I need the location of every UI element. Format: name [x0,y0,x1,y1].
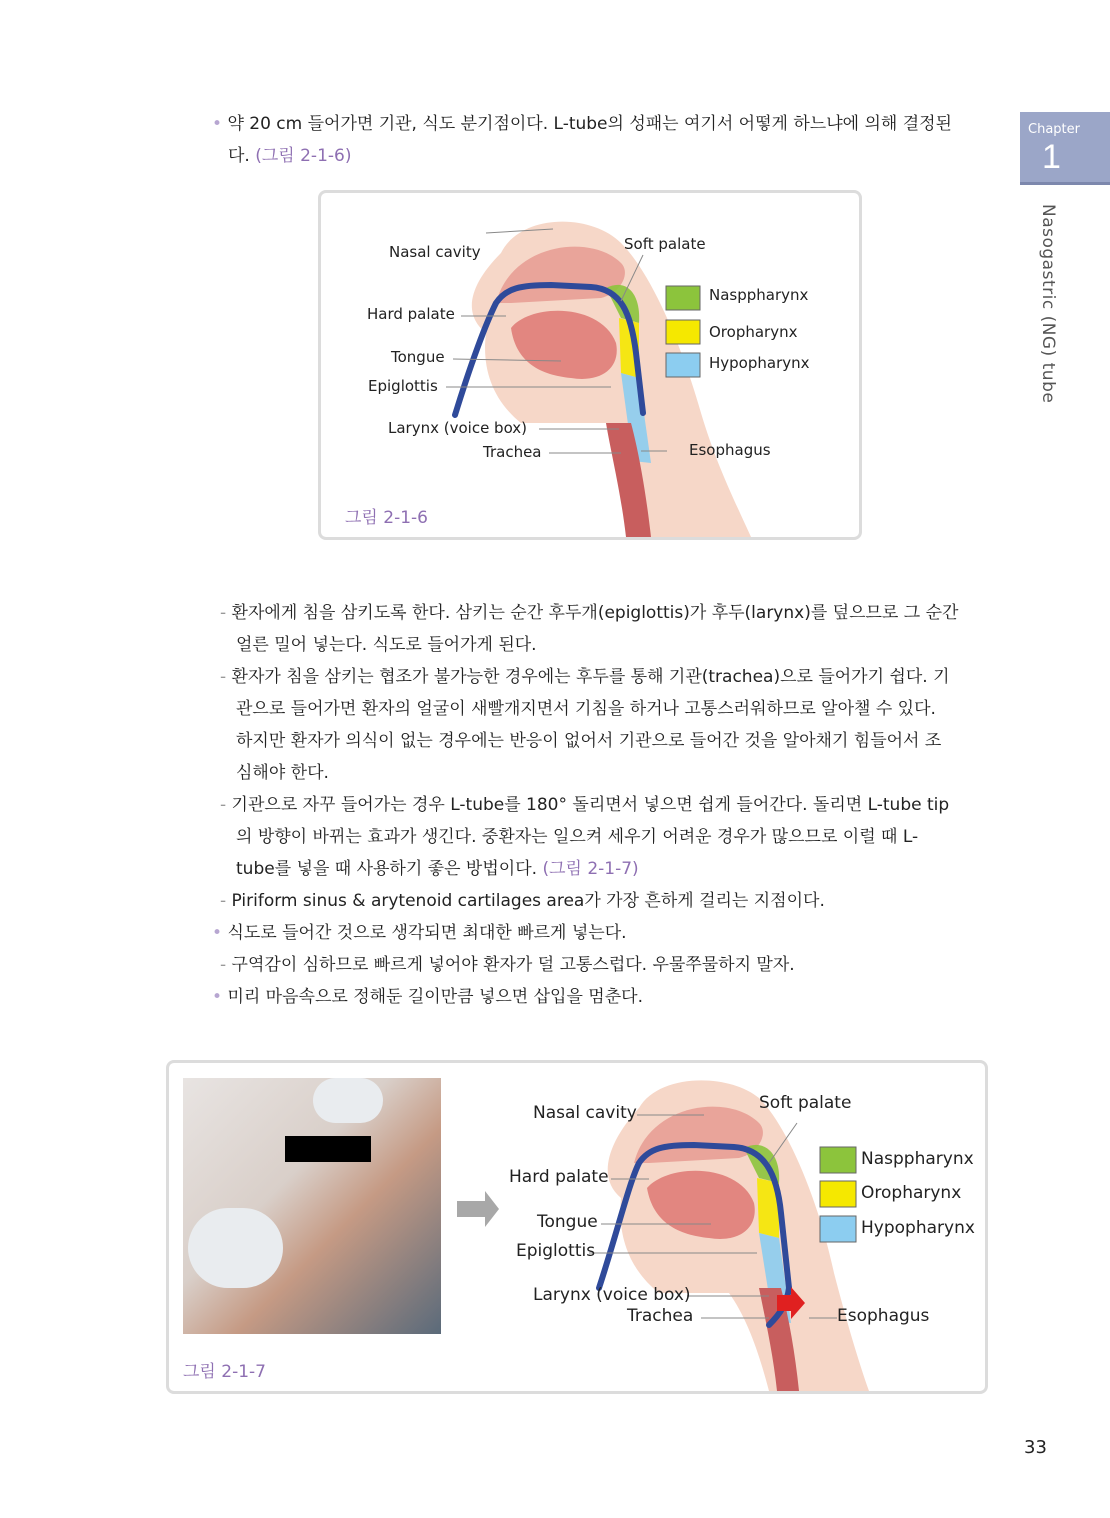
bullet-mark: • [212,114,223,134]
list-line: 심해야 한다. [236,763,329,783]
list-line: 관으로 들어가면 환자의 얼굴이 새빨개지면서 기침을 하거나 고통스러워하므로 알아챌 수 있다. [236,699,936,719]
page-number: 33 [1024,1437,1047,1458]
list-item [220,597,990,629]
list-line: 식도로 들어간 것으로 생각되면 최대한 빠르게 넣는다. [227,923,627,943]
list-line: 환자가 침을 삼키는 협조가 불가능한 경우에는 후두를 통해 기관(trachea)으로 들어가기 쉽다. 기 [231,667,950,687]
label-tongue: Tongue [391,348,445,366]
label-tongue: Tongue [537,1212,598,1232]
legend-label-hypopharynx: Hypopharynx [709,354,810,372]
figure-reference: (그림 2-1-7) [542,859,639,879]
list-mark: - [220,667,227,687]
legend-label-nasopharynx: Nasppharynx [861,1149,974,1169]
legend-swatch-oropharynx [820,1181,856,1207]
label-hard-palate: Hard palate [367,305,455,323]
list-line: 기관으로 자꾸 들어가는 경우 L-tube를 180° 돌리면서 넣으면 쉽게 들어간다. 돌리면 L-tube tip [231,795,950,815]
intro-line-2: 다. [228,146,250,166]
list-line: tube를 넣을 때 사용하기 좋은 방법이다. [236,859,538,879]
chapter-tab [1020,112,1110,182]
legend-label-nasopharynx: Nasppharynx [709,286,809,304]
list-line-cont [220,693,990,725]
label-nasal-cavity: Nasal cavity [533,1103,637,1123]
list-mark: - [220,955,227,975]
figure-2-1-7 [166,1060,988,1394]
label-esophagus: Esophagus [837,1306,930,1326]
label-epiglottis: Epiglottis [368,377,438,395]
list-item [220,789,990,821]
intro-paragraph [212,108,952,172]
side-title: Nasogastric (NG) tube [1038,204,1058,404]
legend-swatch-nasopharynx [666,286,700,310]
list-item [212,917,990,949]
list-line: 하지만 환자가 의식이 없는 경우에는 반응이 없어서 기관으로 들어간 것을 알아채기 힘들어서 조 [236,731,942,751]
label-esophagus: Esophagus [689,441,771,459]
label-nasal-cavity: Nasal cavity [389,243,481,261]
list-mark: - [220,603,227,623]
legend-label-hypopharynx: Hypopharynx [861,1218,975,1238]
figure-caption: 그림 2-1-7 [183,1362,266,1382]
list-line: 얼른 밀어 넣는다. 식도로 들어가게 된다. [236,635,537,655]
list-line: 구역감이 심하므로 빠르게 넣어야 환자가 덜 고통스럽다. 우물쭈물하지 말자. [231,955,795,975]
legend-label-oropharynx: Oropharynx [861,1183,962,1203]
list-item [212,981,990,1013]
body-list [212,597,990,1013]
label-hard-palate: Hard palate [509,1167,609,1187]
label-epiglottis: Epiglottis [516,1241,596,1261]
figure-2-1-6 [318,190,862,540]
list-item [220,949,990,981]
intro-line-1: 약 20 cm 들어가면 기관, 식도 분기점이다. L-tube의 성패는 여기서 어떻게 하느냐에 의해 결정된 [227,114,952,134]
list-line: 환자에게 침을 삼키도록 한다. 삼키는 순간 후두개(epiglottis)가 후두(larynx)를 덮으므로 그 순간 [231,603,959,623]
legend-swatch-hypopharynx [666,353,700,377]
list-line: 미리 마음속으로 정해둔 길이만큼 넣으면 삽입을 멈춘다. [227,987,643,1007]
arrow-right-icon [457,1191,499,1227]
list-mark: • [212,987,223,1007]
chapter-label: Chapter [1028,122,1080,137]
list-item [220,661,990,693]
label-soft-palate: Soft palate [624,235,706,253]
legend-swatch-hypopharynx [820,1216,856,1242]
label-trachea: Trachea [627,1306,694,1326]
label-larynx: Larynx (voice box) [533,1285,691,1305]
list-item [220,885,990,917]
list-mark: - [220,795,227,815]
figure-caption: 그림 2-1-6 [345,508,428,528]
chapter-divider [1020,182,1110,185]
list-line-cont [220,853,990,885]
label-larynx: Larynx (voice box) [388,419,528,437]
list-line-cont [220,821,990,853]
list-line-cont [220,629,990,661]
label-soft-palate: Soft palate [759,1093,852,1113]
figure-reference: (그림 2-1-6) [255,146,352,166]
chapter-number: 1 [1042,138,1061,176]
list-line-cont [220,757,990,789]
label-trachea: Trachea [483,443,542,461]
legend-swatch-nasopharynx [820,1147,856,1173]
list-line: Piriform sinus & arytenoid cartilages area가 가장 흔하게 걸리는 지점이다. [231,891,825,911]
legend-swatch-oropharynx [666,320,700,344]
legend-label-oropharynx: Oropharynx [709,323,798,341]
list-line: 의 방향이 바뀌는 효과가 생긴다. 중환자는 일으켜 세우기 어려운 경우가 많으므로 이럴 때 L- [236,827,919,847]
list-line-cont [220,725,990,757]
list-mark: - [220,891,227,911]
list-mark: • [212,923,223,943]
